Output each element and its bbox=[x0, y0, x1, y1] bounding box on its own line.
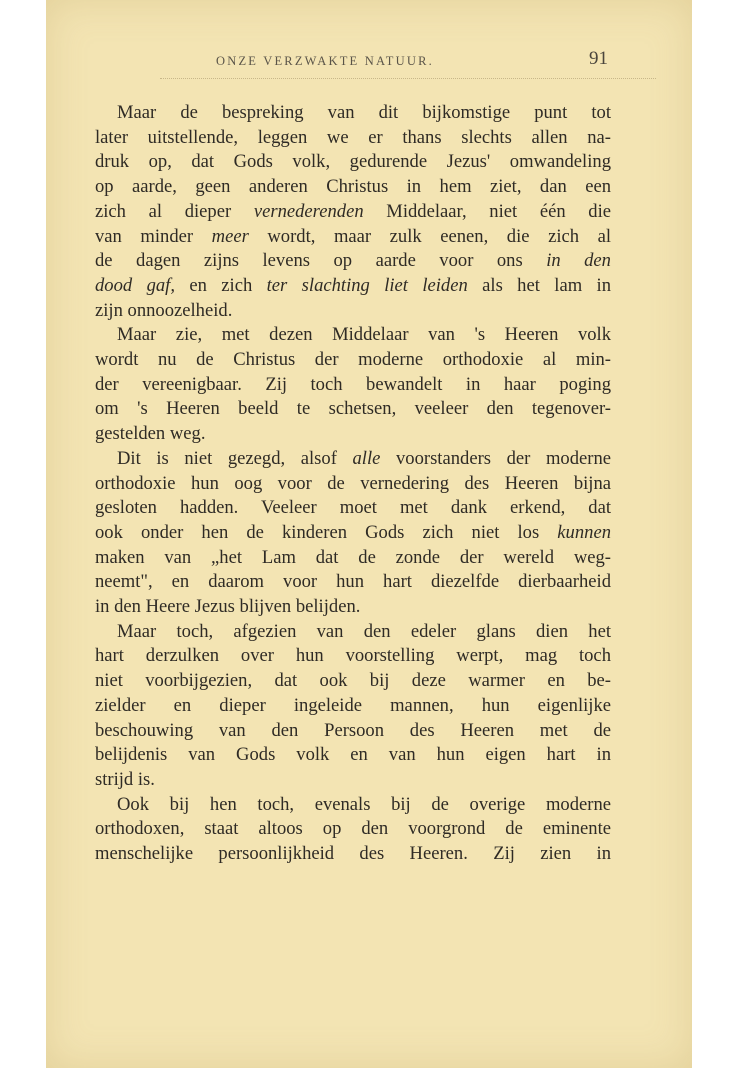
emphasis: ter slachting liet leiden bbox=[266, 274, 468, 296]
page-number: 91 bbox=[589, 48, 608, 69]
text-line: om 's Heeren beeld te schetsen, veeleer den tegenover- bbox=[95, 398, 611, 420]
text-line: wordt nu de Christus der moderne orthodoxie al min- bbox=[95, 349, 611, 371]
text-line: maken van „het Lam dat de zonde der wereld weg- bbox=[95, 546, 611, 568]
text-line: der vereenigbaar. Zij toch bewandelt in haar poging bbox=[95, 373, 611, 395]
emphasis: kunnen bbox=[557, 521, 611, 543]
text-line: menschelijke persoonlijkheid des Heeren. Zij zien in bbox=[95, 843, 611, 865]
text-line: zielder en dieper ingeleide mannen, hun eigenlijke bbox=[95, 694, 611, 716]
text-line: Maar de bespreking van dit bijkomstige punt tot bbox=[117, 102, 611, 123]
text-line: ook onder hen de kinderen Gods zich niet los kunnen bbox=[95, 521, 611, 543]
header-rule bbox=[160, 78, 656, 79]
paragraph bbox=[95, 101, 611, 323]
text-line: neemt", en daarom voor hun hart diezelfde dierbaarheid bbox=[95, 571, 611, 593]
text-line: zijn onnoozelheid. bbox=[95, 299, 233, 321]
text-line: orthodoxen, staat altoos op den voorgrond de eminente bbox=[95, 818, 611, 840]
text-line: van minder meer wordt, maar zulk eenen, die zich al bbox=[95, 225, 612, 247]
emphasis: in den bbox=[546, 250, 611, 272]
text-line: op aarde, geen anderen Christus in hem ziet, dan een bbox=[95, 176, 611, 198]
paragraph bbox=[95, 793, 611, 867]
text-line: druk op, dat Gods volk, gedurende Jezus' omwandeling bbox=[95, 151, 611, 173]
text-line: Dit is niet gezegd, alsof alle voorstanders der moderne bbox=[117, 447, 611, 469]
text-line: niet voorbijgezien, dat ook bij deze warmer en be- bbox=[95, 670, 611, 692]
emphasis: vernederenden bbox=[253, 200, 364, 222]
emphasis: dood gaf, bbox=[95, 274, 175, 296]
emphasis: alle bbox=[352, 447, 381, 469]
text-line: Ook bij hen toch, evenals bij de overige moderne bbox=[117, 793, 611, 815]
text-line: belijdenis van Gods volk en van hun eigen hart in bbox=[95, 744, 611, 766]
text-line: later uitstellende, leggen we er thans slechts allen na- bbox=[95, 126, 611, 148]
text-line: in den Heere Jezus blijven belijden. bbox=[95, 596, 361, 618]
text-line: Maar zie, met dezen Middelaar van 's Heeren volk bbox=[117, 324, 611, 346]
text-line: Maar toch, afgezien van den edeler glans dien het bbox=[117, 620, 611, 642]
text-line: orthodoxie hun oog voor de vernedering des Heeren bijna bbox=[95, 472, 611, 494]
text-line: dood gaf, en zich ter slachting liet leiden als het lam in bbox=[95, 274, 611, 296]
text-line: gestelden weg. bbox=[95, 423, 206, 445]
text-line: beschouwing van den Persoon des Heeren met de bbox=[95, 719, 611, 741]
running-title: ONZE VERZWAKTE NATUUR. bbox=[216, 54, 434, 68]
text-line: strijd is. bbox=[95, 768, 155, 790]
text-line: gesloten hadden. Veeleer moet met dank erkend, dat bbox=[95, 497, 611, 519]
text-line: zich al dieper vernederenden Middelaar, niet één die bbox=[95, 200, 611, 222]
body-text bbox=[95, 101, 611, 867]
emphasis: meer bbox=[211, 225, 249, 247]
text-line: de dagen zijns levens op aarde voor ons in den bbox=[95, 250, 611, 272]
paragraph bbox=[95, 620, 611, 793]
paragraph bbox=[95, 323, 611, 447]
paragraph bbox=[95, 447, 611, 620]
text-line: hart derzulken over hun voorstelling werpt, mag toch bbox=[95, 645, 611, 667]
